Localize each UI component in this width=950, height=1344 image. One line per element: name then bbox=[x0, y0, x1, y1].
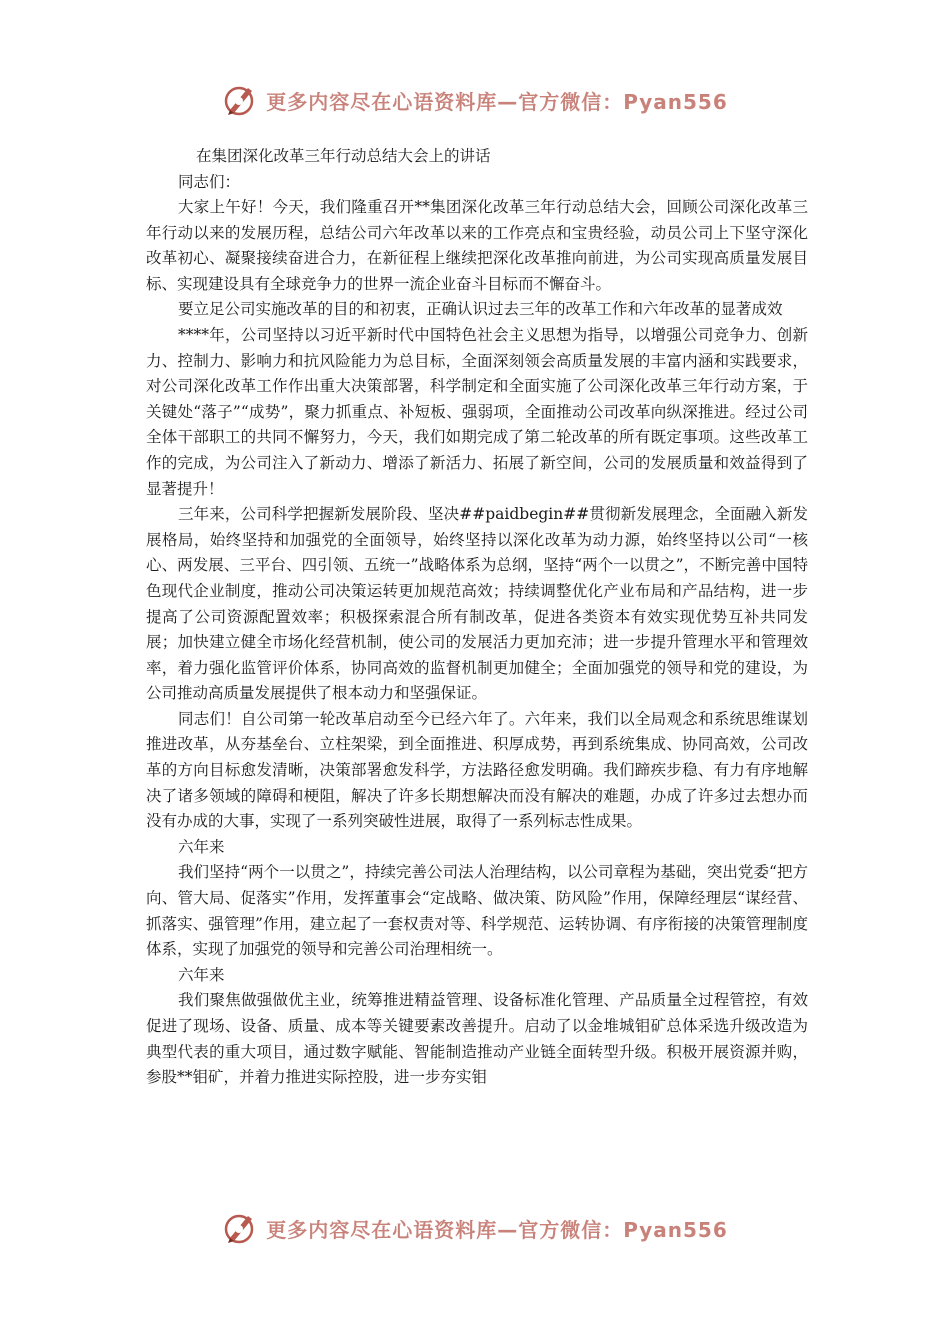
section-text-1: 我们坚持“两个一以贯之”，持续完善公司法人治理结构，以公司章程为基础，突出党委“把方向、管大局、促落实”作用，发挥董事会“定战略、做决策、防风险”作用，保障经理层“谋经营、抓落实、强管理”作用，建立起了一套权责对等、科学规范、运转协调、有序衔接的决策管理制度体系，实现了加强党的领导和完善公司治理相统一。 bbox=[146, 863, 808, 959]
section-heading-2: 六年来 bbox=[178, 965, 225, 984]
section-heading-1: 六年来 bbox=[178, 837, 225, 856]
document-title: 在集团深化改革三年行动总结大会上的讲话 bbox=[196, 147, 491, 165]
pen-logo-icon bbox=[222, 1210, 258, 1246]
paragraph-3: ****年，公司坚持以习近平新时代中国特色社会主义思想为指导，以增强公司竞争力、创新力、控制力、影响力和抗风险能力为总目标，全面深刻领会高质量发展的丰富内涵和实践要求，对公司深化改革工作作出重大决策部署，科学制定和全面实施了公司深化改革三年行动方案，于关键处“落子”“成势”，聚力抓重点、补短板、强弱项，全面推动公司改革向纵深推进。经过公司全体干部职工的共同不懈努力，今天，我们如期完成了第二轮改革的所有既定事项。这些改革工作的完成，为公司注入了新动力、增添了新活力、拓展了新空间，公司的发展质量和效益得到了显著提升！ bbox=[146, 325, 808, 498]
pen-logo-icon bbox=[222, 82, 258, 118]
salutation: 同志们： bbox=[178, 173, 241, 191]
banner-text: 更多内容尽在心语资料库—官方微信：Pyan556 bbox=[266, 89, 728, 114]
paragraph-5: 同志们！自公司第一轮改革启动至今已经六年了。六年来，我们以全局观念和系统思维谋划推进改革，从夯基垒台、立柱架梁，到全面推进、积厚成势，再到系统集成、协同高效，公司改革的方向目标愈发清晰，决策部署愈发科学，方法路径愈发明确。我们蹄疾步稳、有力有序地解决了诸多领域的障碍和梗阻，解决了许多长期想解决而没有解决的难题，办成了许多过去想办而没有办成的大事，实现了一系列突破性进展，取得了一系列标志性成果。 bbox=[146, 709, 808, 831]
footer-banner bbox=[0, 1210, 950, 1246]
document-body bbox=[146, 143, 808, 1091]
paragraph-2: 要立足公司实施改革的目的和初衷，正确认识过去三年的改革工作和六年改革的显著成效 bbox=[178, 300, 783, 319]
paragraph-1: 大家上午好！今天，我们隆重召开**集团深化改革三年行动总结大会，回顾公司深化改革三年行动以来的发展历程，总结公司六年改革以来的工作亮点和宝贵经验，动员公司上下坚守深化改革初心、凝聚接续奋进合力，在新征程上继续把深化改革推向前进，为公司实现高质量发展目标、实现建设具有全球竞争力的世界一流企业奋斗目标而不懈奋斗。 bbox=[146, 198, 808, 293]
section-text-2: 我们聚焦做强做优主业，统筹推进精益管理、设备标准化管理、产品质量全过程管控，有效促进了现场、设备、质量、成本等关键要素改善提升。启动了以金堆城钼矿总体采选升级改造为典型代表的重大项目，通过数字赋能、智能制造推动产业链全面转型升级。积极开展资源并购，参股**钼矿，并着力推进实际控股，进一步夯实钼 bbox=[146, 991, 808, 1087]
paragraph-4: 三年来，公司科学把握新发展阶段、坚决##paidbegin##贯彻新发展理念，全面融入新发展格局，始终坚持和加强党的全面领导，始终坚持以深化改革为动力源，始终坚持以公司“一核心、两发展、三平台、四引领、五统一”战略体系为总纲，坚持“两个一以贯之”，不断完善中国特色现代企业制度，推动公司决策运转更加规范高效；持续调整优化产业布局和产品结构，进一步提高了公司资源配置效率；积极探索混合所有制改革，促进各类资本有效实现优势互补共同发展；加快建立健全市场化经营机制，使公司的发展活力更加充沛；进一步提升管理水平和管理效率，着力强化监管评价体系，协同高效的监督机制更加健全；全面加强党的领导和党的建设，为公司推动高质量发展提供了根本动力和坚强保证。 bbox=[146, 505, 808, 703]
banner-text: 更多内容尽在心语资料库—官方微信：Pyan556 bbox=[266, 1217, 728, 1242]
header-banner bbox=[0, 82, 950, 118]
